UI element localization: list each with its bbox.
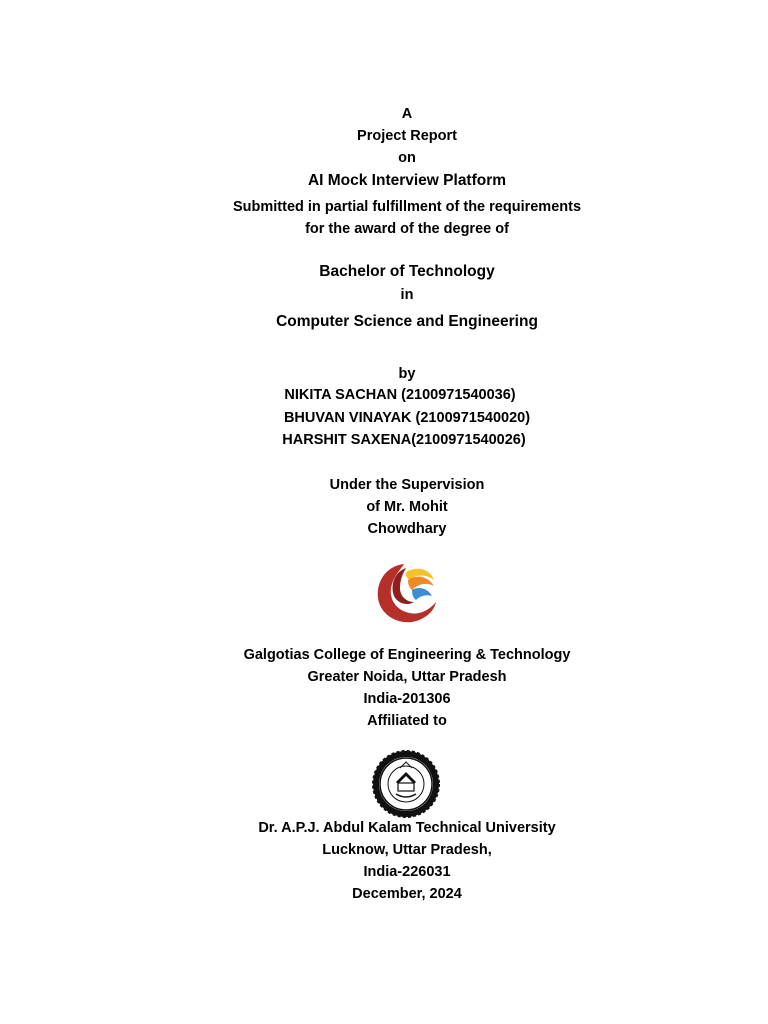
- university-seal-icon: [372, 750, 440, 818]
- line-project-report: Project Report: [357, 128, 457, 144]
- submitted-line-1: Submitted in partial fulfillment of the requirements: [232, 199, 582, 215]
- supervision-line-1: Under the Supervision: [329, 477, 485, 493]
- university-city: Lucknow, Uttar Pradesh,: [322, 842, 492, 858]
- university-pin: India-226031: [363, 864, 451, 880]
- line-a: A: [401, 106, 413, 122]
- degree-name: Bachelor of Technology: [319, 263, 495, 280]
- author-3: HARSHIT SAXENA(2100971540026): [282, 432, 526, 448]
- supervision-line-2: of Mr. Mohit: [366, 499, 448, 515]
- branch-name: Computer Science and Engineering: [276, 313, 538, 330]
- author-1: NIKITA SACHAN (2100971540036): [284, 387, 516, 403]
- college-pin: India-201306: [363, 691, 451, 707]
- line-by: by: [398, 366, 416, 382]
- project-title: AI Mock Interview Platform: [307, 172, 507, 189]
- supervision-line-3: Chowdhary: [367, 521, 447, 537]
- college-logo-icon: [372, 558, 442, 628]
- line-on: on: [398, 150, 416, 166]
- line-in: in: [400, 287, 414, 303]
- author-2: BHUVAN VINAYAK (2100971540020): [283, 410, 531, 426]
- college-city: Greater Noida, Uttar Pradesh: [307, 669, 507, 685]
- university-name: Dr. A.P.J. Abdul Kalam Technical University: [258, 820, 556, 836]
- submitted-line-2: for the award of the degree of: [305, 221, 509, 237]
- affiliated-to: Affiliated to: [367, 713, 447, 729]
- college-name: Galgotias College of Engineering & Technology: [243, 647, 571, 663]
- report-date: December, 2024: [352, 886, 462, 902]
